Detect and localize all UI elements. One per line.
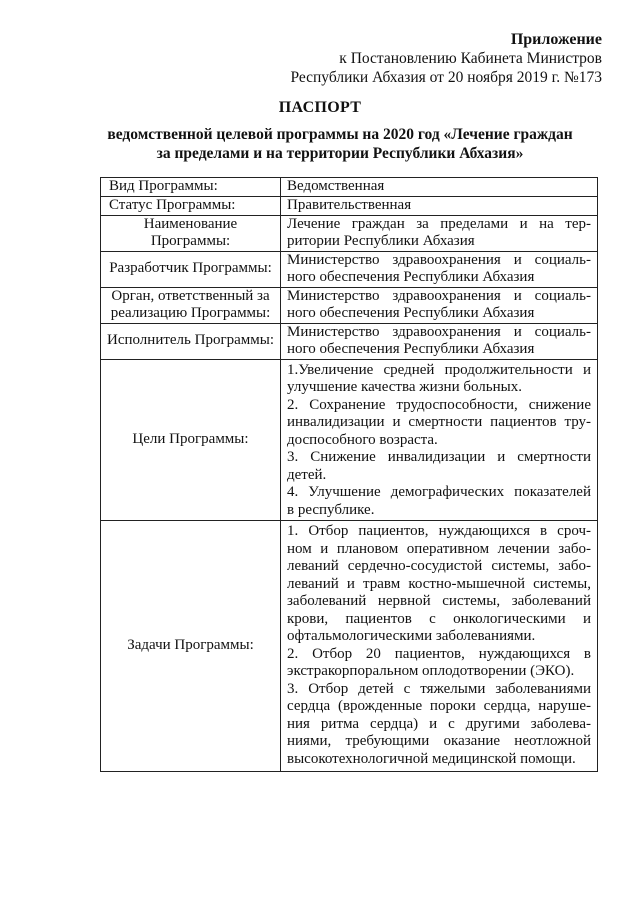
row-value — [281, 197, 598, 216]
task-item — [287, 523, 591, 646]
row-label: Задачи Программы: — [101, 521, 281, 772]
value-line: Министерство здравоохранения и социаль- — [287, 251, 591, 268]
value-line: ном и плановом оперативном лечении забо- — [287, 540, 591, 557]
row-label: Цели Программы: — [101, 359, 281, 521]
appendix-header — [290, 30, 602, 87]
value-line: 3. Снижение инвалидизации и смертности — [287, 449, 591, 465]
document-subtitle — [40, 125, 640, 163]
value-line: ния ритма сердца) и с другими заболева- — [287, 715, 591, 732]
document-title: ПАСПОРТ — [278, 99, 362, 116]
row-value — [281, 323, 598, 359]
value-line: детей. — [287, 466, 327, 483]
row-label: Разработчик Программы: — [101, 251, 281, 287]
value-line: ного обеспечения Республики Абхазия — [287, 305, 535, 321]
table-row — [101, 215, 598, 251]
value-line: Министерство здравоохранения и социаль- — [287, 323, 591, 340]
row-label: Наименование Программы: — [101, 215, 281, 251]
label-line: реализацию Программы: — [110, 305, 271, 321]
row-value — [281, 251, 598, 287]
goal-item — [287, 484, 591, 519]
value-line: Ведомственная — [287, 178, 385, 194]
row-label: Вид Программы: — [101, 178, 281, 197]
goal-item — [287, 449, 591, 484]
value-line: инвалидизации и смертности пациентов тру- — [287, 414, 591, 430]
value-line: Министерство здравоохранения и социаль- — [287, 287, 591, 304]
subtitle-line-1: ведомственной целевой программы на 2020 год «Лечение граждан — [107, 126, 573, 143]
value-line: заболеваний нервной системы, заболеваний — [287, 593, 591, 609]
table-row — [101, 197, 598, 216]
label-line: Орган, ответственный за — [111, 287, 270, 304]
value-line: сердца (врожденные пороки сердца, наруше- — [287, 698, 591, 714]
goal-item — [287, 362, 591, 397]
subtitle-line-2: за пределами и на территории Республики Абхазия» — [156, 145, 524, 162]
appendix-line-2: Республики Абхазия от 20 ноября 2019 г. №173 — [290, 69, 602, 86]
row-value — [281, 287, 598, 323]
table-row — [101, 323, 598, 359]
appendix-title: Приложение — [510, 31, 602, 48]
value-line: крови, пациентов с онкологическими и — [287, 610, 591, 627]
value-line: ниями, требующими оказание неотложной — [287, 733, 591, 749]
value-line: в республике. — [287, 501, 375, 518]
table-row — [101, 359, 598, 521]
table-row — [101, 251, 598, 287]
row-label: Статус Программы: — [101, 197, 281, 216]
row-value — [281, 359, 598, 521]
table-row — [101, 521, 598, 772]
value-line: Лечение граждан за пределами и на тер- — [287, 215, 591, 232]
value-line: леваний сердечно-сосудистой системы, забо- — [287, 558, 591, 574]
row-value — [281, 521, 598, 772]
table-row — [101, 178, 598, 197]
task-item — [287, 646, 591, 681]
value-line: доспособного возраста. — [287, 431, 438, 448]
task-item — [287, 681, 591, 769]
goal-item — [287, 397, 591, 450]
value-line: Правительственная — [287, 197, 412, 213]
value-line: улучшение качества жизни больных. — [287, 379, 522, 395]
value-line: 3. Отбор детей с тяжелыми заболеваниями — [287, 680, 591, 697]
value-line: 2. Сохранение трудоспособности, снижение — [287, 396, 591, 413]
value-line: ного обеспечения Республики Абхазия — [287, 269, 535, 285]
value-line: леваний и травм костно-мышечной системы, — [287, 575, 591, 592]
row-value — [281, 178, 598, 197]
value-line: 2. Отбор 20 пациентов, нуждающихся в — [287, 645, 591, 662]
value-line: 1. Отбор пациентов, нуждающихся в сроч- — [287, 523, 591, 539]
value-line: офтальмологическими заболеваниями. — [287, 628, 536, 644]
passport-table — [100, 177, 598, 772]
value-line: экстракорпоральном оплодотворении (ЭКО). — [287, 663, 575, 679]
row-label — [101, 287, 281, 323]
value-line: высокотехнологичной медицинской помощи. — [287, 750, 576, 767]
value-line: ного обеспечения Республики Абхазия — [287, 341, 535, 357]
value-line: 4. Улучшение демографических показателей — [287, 484, 591, 500]
value-line: 1.Увеличение средней продолжительности и — [287, 361, 591, 378]
appendix-line-1: к Постановлению Кабинета Министров — [339, 50, 602, 67]
value-line: ритории Республики Абхазия — [287, 233, 475, 249]
row-label: Исполнитель Программы: — [101, 323, 281, 359]
row-value — [281, 215, 598, 251]
table-row — [101, 287, 598, 323]
